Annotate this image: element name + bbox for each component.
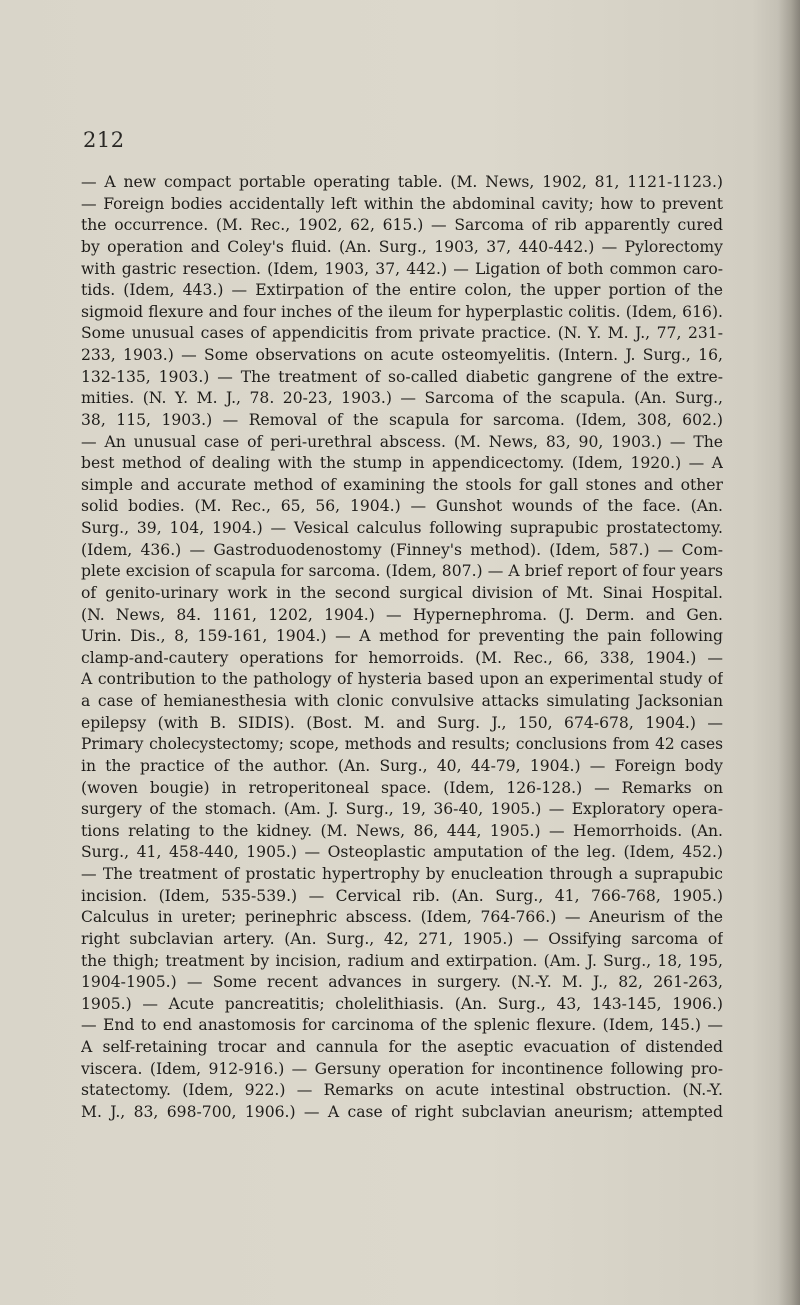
text-line: M. J., 83, 698-700, 1906.) — A case of right subclavian aneurism; attempted [81,1102,723,1121]
text-line: mities. (N. Y. M. J., 78. 20-23, 1903.) — Sarcoma of the scapula. (An. Surg., [81,389,723,408]
text-line: (Idem, 436.) — Gastroduodenostomy (Finney's method). (Idem, 587.) — Com- [81,540,723,559]
text-line: best method of dealing with the stump in appendicectomy. (Idem, 1920.) — A [81,454,723,473]
text-line: 132-135, 1903.) — The treatment of so-called diabetic gangrene of the extre- [81,367,723,386]
text-line: incision. (Idem, 535-539.) — Cervical rib. (An. Surg., 41, 766-768, 1905.) [81,886,723,905]
page-edge-shadow [778,0,800,1305]
text-line: the thigh; treatment by incision, radium and extirpation. (Am. J. Surg., 18, 195, [81,951,723,970]
text-line: sigmoid flexure and four inches of the ileum for hyperplastic colitis. (Idem, 616). [81,302,723,321]
page-number: 212 [83,128,125,152]
text-line: 1905.) — Acute pancreatitis; cholelithiasis. (An. Surg., 43, 143-145, 1906.) [81,994,723,1013]
text-line: surgery of the stomach. (Am. J. Surg., 19, 36-40, 1905.) — Exploratory opera- [81,800,723,819]
text-line: right subclavian artery. (An. Surg., 42, 271, 1905.) — Ossifying sarcoma of [81,929,723,948]
text-line: Primary cholecystectomy; scope, methods and results; conclusions from 42 cases [81,735,723,754]
text-line: — The treatment of prostatic hypertrophy by enucleation through a suprapubic [81,865,723,883]
text-line: tids. (Idem, 443.) — Extirpation of the entire colon, the upper portion of the [81,281,723,300]
text-line: 233, 1903.) — Some observations on acute osteomyelitis. (Intern. J. Surg., 16, [81,346,723,364]
text-line: Calculus in ureter; perinephric abscess. (Idem, 764-766.) — Aneurism of the [81,908,723,927]
text-line: (N. News, 84. 1161, 1202, 1904.) — Hypernephroma. (J. Derm. and Gen. [81,605,723,624]
text-line: 1904-1905.) — Some recent advances in surgery. (N.-Y. M. J., 82, 261-263, [81,973,723,992]
text-line: the occurrence. (M. Rec., 1902, 62, 615.) — Sarcoma of rib apparently cured [81,216,723,235]
text-line: solid bodies. (M. Rec., 65, 56, 1904.) — Gunshot wounds of the face. (An. [81,497,723,516]
text-line: A contribution to the pathology of hysteria based upon an experimental study of [81,670,723,689]
text-line: — End to end anastomosis for carcinoma of the splenic flexure. (Idem, 145.) — [81,1016,723,1035]
bibliography-text [81,172,723,1124]
text-line: with gastric resection. (Idem, 1903, 37, 442.) — Ligation of both common caro- [81,259,723,278]
text-line: 38, 115, 1903.) — Removal of the scapula for sarcoma. (Idem, 308, 602.) [81,410,723,429]
text-line: Surg., 39, 104, 1904.) — Vesical calculus following suprapubic prostatectomy. [81,519,723,537]
text-line: A self-retaining trocar and cannula for the aseptic evacuation of distended [81,1038,723,1056]
text-line: a case of hemianesthesia with clonic convulsive attacks simulating Jacksonian [81,692,723,710]
text-line: by operation and Coley's fluid. (An. Surg., 1903, 37, 440-442.) — Pylorectomy [81,237,723,256]
text-line: statectomy. (Idem, 922.) — Remarks on acute intestinal obstruction. (N.-Y. [81,1081,723,1100]
text-line: plete excision of scapula for sarcoma. (Idem, 807.) — A brief report of four years [81,562,723,581]
text-line: — Foreign bodies accidentally left within the abdominal cavity; how to prevent [81,194,723,213]
text-line: Some unusual cases of appendicitis from private practice. (N. Y. M. J., 77, 231- [81,324,723,343]
text-line: — An unusual case of peri-urethral abscess. (M. News, 83, 90, 1903.) — The [81,432,723,451]
text-line: (woven bougie) in retroperitoneal space. (Idem, 126-128.) — Remarks on [81,778,723,797]
text-line: of genito-urinary work in the second surgical division of Mt. Sinai Hospital. [81,583,723,602]
text-line: Urin. Dis., 8, 159-161, 1904.) — A method for preventing the pain following [81,627,723,646]
text-line: viscera. (Idem, 912-916.) — Gersuny operation for incontinence following pro- [81,1059,723,1078]
text-line: tions relating to the kidney. (M. News, 86, 444, 1905.) — Hemorrhoids. (An. [81,821,723,840]
text-line: clamp-and-cautery operations for hemorroids. (M. Rec., 66, 338, 1904.) — [81,648,723,667]
text-line: simple and accurate method of examining the stools for gall stones and other [81,475,723,494]
text-line: epilepsy (with B. SIDIS). (Bost. M. and Surg. J., 150, 674-678, 1904.) — [81,713,723,732]
text-line: Surg., 41, 458-440, 1905.) — Osteoplastic amputation of the leg. (Idem, 452.) [81,843,723,862]
text-line: — A new compact portable operating table. (M. News, 1902, 81, 1121-1123.) [81,173,723,191]
text-line: in the practice of the author. (An. Surg., 40, 44-79, 1904.) — Foreign body [81,756,723,775]
